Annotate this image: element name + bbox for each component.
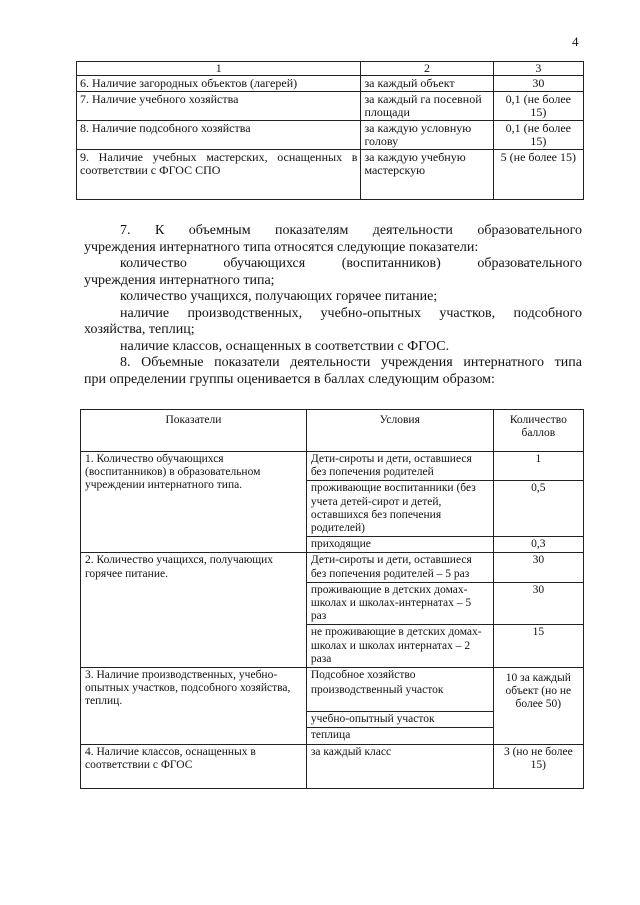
paragraph-line: 8. Объемные показатели деятельности учреждения интернатного типа (120, 355, 582, 370)
condition-cell: теплица (306, 728, 493, 744)
unit-cell: за каждый га посевной площади (361, 92, 493, 121)
list-item-line: наличие производственных, учебно-опытных участков, подсобного (120, 305, 582, 321)
condition-cell: не проживающие в детских домах-школах и школах интернатах – 2 раза (306, 625, 493, 668)
points-cell: 30 (493, 76, 583, 92)
unit-cell: за каждый объект (361, 76, 493, 92)
list-item: количество учащихся, получающих горячее питание; (120, 289, 438, 304)
table-header-row (77, 62, 584, 76)
points-cell: 0,1 (не более 15) (493, 92, 583, 121)
condition-cell: Дети-сироты и дети, оставшиеся без попечения родителей (306, 452, 493, 481)
points-cell: 15 (493, 625, 583, 668)
column-header-indicators: Показатели (81, 410, 307, 452)
indicator-cell: 6. Наличие загородных объектов (лагерей) (77, 76, 361, 92)
column-header: 1 (77, 62, 361, 76)
paragraph-line: при определении группы оценивается в баллах следующим образом: (84, 371, 495, 387)
section-7-text (84, 223, 582, 388)
column-header-conditions: Условия (306, 410, 493, 452)
indicator-cell: 3. Наличие производственных, учебно-опытных участков, подсобного хозяйства, теплиц. (81, 668, 307, 745)
indicator-cell: 1. Количество обучающихся (воспитанников) в образовательном учреждении интернатного типа. (81, 452, 307, 553)
column-header-points: Количество баллов (493, 410, 583, 452)
unit-cell: за каждую учебную мастерскую (361, 150, 493, 200)
condition-cell: проживающие в детских домах-школах и школах-интернатах – 5 раз (306, 582, 493, 625)
condition-cell: приходящие (306, 537, 493, 553)
condition-cell: за каждый класс (306, 744, 493, 788)
table-row (77, 92, 584, 121)
column-header: 3 (493, 62, 583, 76)
points-cell: 3 (но не более 15) (493, 744, 583, 788)
indicator-cell: 2. Количество учащихся, получающих горячее питание. (81, 553, 307, 668)
list-item-line: учреждения интернатного типа; (84, 272, 275, 288)
column-header: 2 (361, 62, 493, 76)
indicators-table-continued (76, 61, 584, 200)
table-row (81, 668, 584, 684)
paragraph-line: учреждения интернатного типа относятся следующие показатели: (84, 239, 479, 255)
unit-cell: за каждую условную голову (361, 121, 493, 150)
table-row (77, 76, 584, 92)
points-cell: 30 (493, 553, 583, 582)
table-row (81, 553, 584, 582)
points-cell: 0,5 (493, 481, 583, 537)
table-row (77, 150, 584, 200)
condition-cell: производственный участок (306, 683, 493, 712)
points-cell: 1 (493, 452, 583, 481)
condition-cell: учебно-опытный участок (306, 712, 493, 728)
indicator-cell: 7. Наличие учебного хозяйства (77, 92, 361, 121)
indicator-cell: 9. Наличие учебных мастерских, оснащенных в соответствии с ФГОС СПО (77, 150, 361, 200)
table-row (81, 744, 584, 788)
points-cell: 0,1 (не более 15) (493, 121, 583, 150)
condition-cell: Подсобное хозяйство (306, 668, 493, 684)
points-cell: 0,3 (493, 537, 583, 553)
list-item-line: количество обучающихся (воспитанников) образовательного (120, 256, 582, 271)
condition-cell: проживающие воспитанники (без учета детей-сирот и детей, оставшихся без попечения родителей) (306, 481, 493, 537)
paragraph-line: 7. К объемным показателям деятельности образовательного (120, 223, 582, 238)
volume-indicators-table (80, 409, 584, 789)
list-item-line: хозяйства, теплиц; (84, 322, 195, 337)
condition-cell: Дети-сироты и дети, оставшиеся без попечения родителей – 5 раз (306, 553, 493, 582)
table-row (77, 121, 584, 150)
table-header-row (81, 410, 584, 452)
points-cell: 30 (493, 582, 583, 625)
indicator-cell: 4. Наличие классов, оснащенных в соответствии с ФГОС (81, 744, 307, 788)
indicator-cell: 8. Наличие подсобного хозяйства (77, 121, 361, 150)
points-cell: 10 за каждый объект (но не более 50) (493, 668, 583, 745)
points-cell: 5 (не более 15) (493, 150, 583, 200)
page-number: 4 (572, 34, 579, 49)
table-row (81, 452, 584, 481)
list-item: наличие классов, оснащенных в соответствии с ФГОС. (120, 338, 450, 354)
